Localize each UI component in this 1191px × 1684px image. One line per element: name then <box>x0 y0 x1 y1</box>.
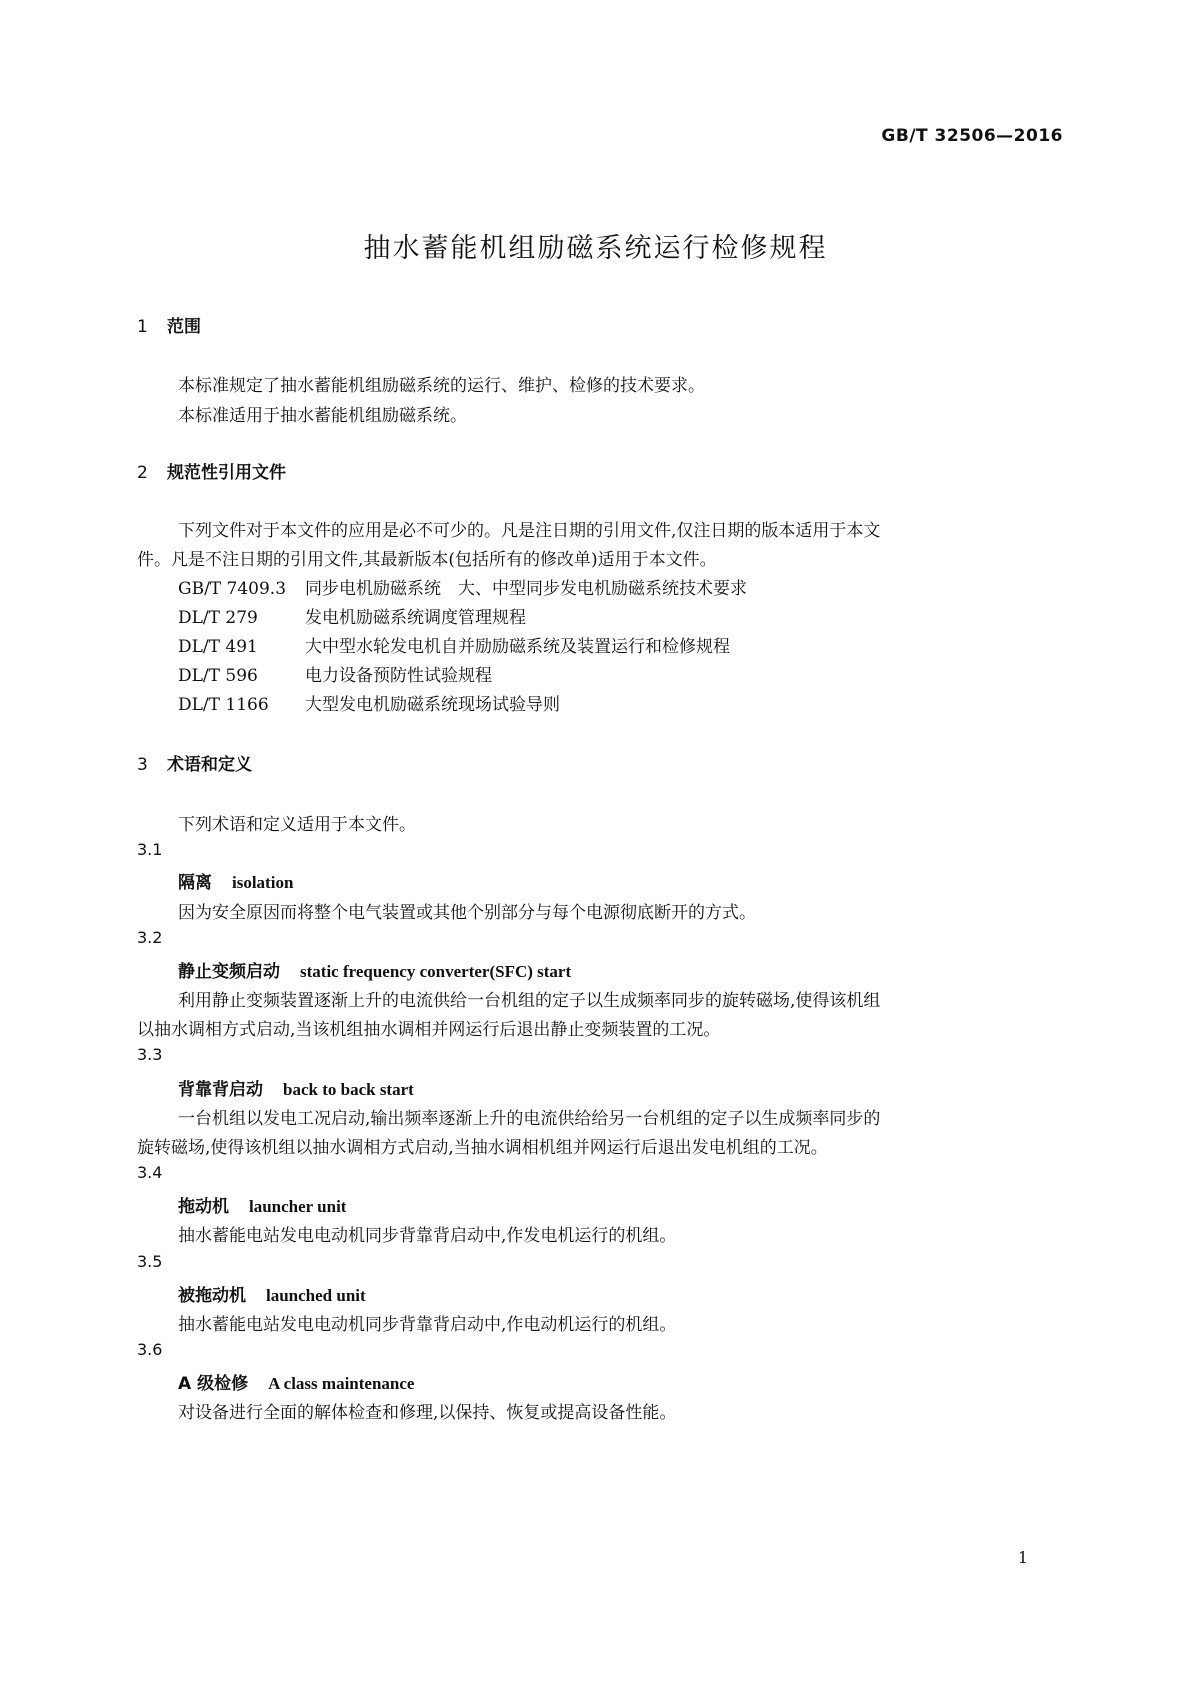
document-title: 抽水蓄能机组励磁系统运行检修规程 <box>363 233 828 264</box>
reference-title: 大中型水轮发电机自并励励磁系统及装置运行和检修规程 <box>305 637 730 657</box>
term-zh: 隔离 <box>178 873 212 893</box>
reference-code: DL/T 1166 <box>178 695 269 715</box>
term-definition: 抽水蓄能电站发电电动机同步背靠背启动中,作电动机运行的机组。 <box>178 1315 677 1335</box>
term-number: 3.4 <box>137 1163 163 1182</box>
reference-code: DL/T 279 <box>178 608 258 628</box>
paragraph-line: 件。凡是不注日期的引用文件,其最新版本(包括所有的修改单)适用于本文件。 <box>137 550 717 570</box>
term-definition: 一台机组以发电工况启动,输出频率逐渐上升的电流供给给另一台机组的定子以生成频率同步的 <box>178 1109 881 1129</box>
reference-code: GB/T 7409.3 <box>178 579 287 599</box>
term-heading <box>178 1192 346 1217</box>
reference-item <box>178 690 560 715</box>
term-zh: 背靠背启动 <box>178 1080 263 1100</box>
section-2-heading <box>137 458 286 483</box>
term-number: 3.2 <box>137 928 163 947</box>
section-1-heading <box>137 312 201 337</box>
paragraph-line: 下列术语和定义适用于本文件。 <box>178 815 416 835</box>
page-number: 1 <box>1017 1548 1028 1567</box>
term-number: 3.3 <box>137 1045 163 1064</box>
reference-item <box>178 574 747 599</box>
term-en: back to back start <box>283 1080 414 1099</box>
term-definition: 利用静止变频装置逐渐上升的电流供给一台机组的定子以生成频率同步的旋转磁场,使得该机组 <box>178 991 881 1011</box>
section-title: 范围 <box>167 317 201 337</box>
reference-item <box>178 632 730 657</box>
paragraph-line: 本标准规定了抽水蓄能机组励磁系统的运行、维护、检修的技术要求。 <box>178 376 705 396</box>
term-definition: 旋转磁场,使得该机组以抽水调相方式启动,当抽水调相机组并网运行后退出发电机组的工况。 <box>137 1138 828 1158</box>
term-definition: 因为安全原因而将整个电气装置或其他个别部分与每个电源彻底断开的方式。 <box>178 903 756 923</box>
reference-title: 发电机励磁系统调度管理规程 <box>305 608 526 628</box>
reference-title: 同步电机励磁系统 大、中型同步发电机励磁系统技术要求 <box>305 579 747 599</box>
term-zh: A 级检修 <box>178 1374 249 1394</box>
section-title: 规范性引用文件 <box>167 463 286 483</box>
standard-number: GB/T 32506—2016 <box>881 126 1063 146</box>
term-zh: 静止变频启动 <box>178 962 280 982</box>
term-zh: 拖动机 <box>178 1197 229 1217</box>
term-en: launcher unit <box>249 1197 347 1216</box>
term-en: isolation <box>232 873 294 892</box>
term-en: static frequency converter(SFC) start <box>300 962 572 981</box>
term-number: 3.1 <box>137 840 163 859</box>
reference-item <box>178 661 492 686</box>
term-definition: 以抽水调相方式启动,当该机组抽水调相并网运行后退出静止变频装置的工况。 <box>137 1020 721 1040</box>
section-number: 3 <box>137 755 148 775</box>
term-number: 3.5 <box>137 1252 163 1271</box>
term-heading <box>178 868 293 893</box>
reference-code: DL/T 491 <box>178 637 258 657</box>
term-heading <box>178 1369 414 1394</box>
section-number: 2 <box>137 463 148 483</box>
section-3-heading <box>137 750 252 775</box>
term-heading <box>178 1281 366 1306</box>
term-zh: 被拖动机 <box>178 1286 246 1306</box>
section-number: 1 <box>137 317 148 337</box>
reference-item <box>178 603 526 628</box>
term-en: A class maintenance <box>268 1374 415 1393</box>
term-heading <box>178 1075 414 1100</box>
paragraph-line: 下列文件对于本文件的应用是必不可少的。凡是注日期的引用文件,仅注日期的版本适用于本文 <box>178 521 881 541</box>
reference-code: DL/T 596 <box>178 666 258 686</box>
section-title: 术语和定义 <box>167 755 252 775</box>
term-en: launched unit <box>266 1286 366 1305</box>
term-definition: 抽水蓄能电站发电电动机同步背靠背启动中,作发电机运行的机组。 <box>178 1226 677 1246</box>
paragraph-line: 本标准适用于抽水蓄能机组励磁系统。 <box>178 406 467 426</box>
term-definition: 对设备进行全面的解体检查和修理,以保持、恢复或提高设备性能。 <box>178 1403 677 1423</box>
term-number: 3.6 <box>137 1340 163 1359</box>
reference-title: 电力设备预防性试验规程 <box>305 666 492 686</box>
reference-title: 大型发电机励磁系统现场试验导则 <box>305 695 560 715</box>
term-heading <box>178 957 571 982</box>
